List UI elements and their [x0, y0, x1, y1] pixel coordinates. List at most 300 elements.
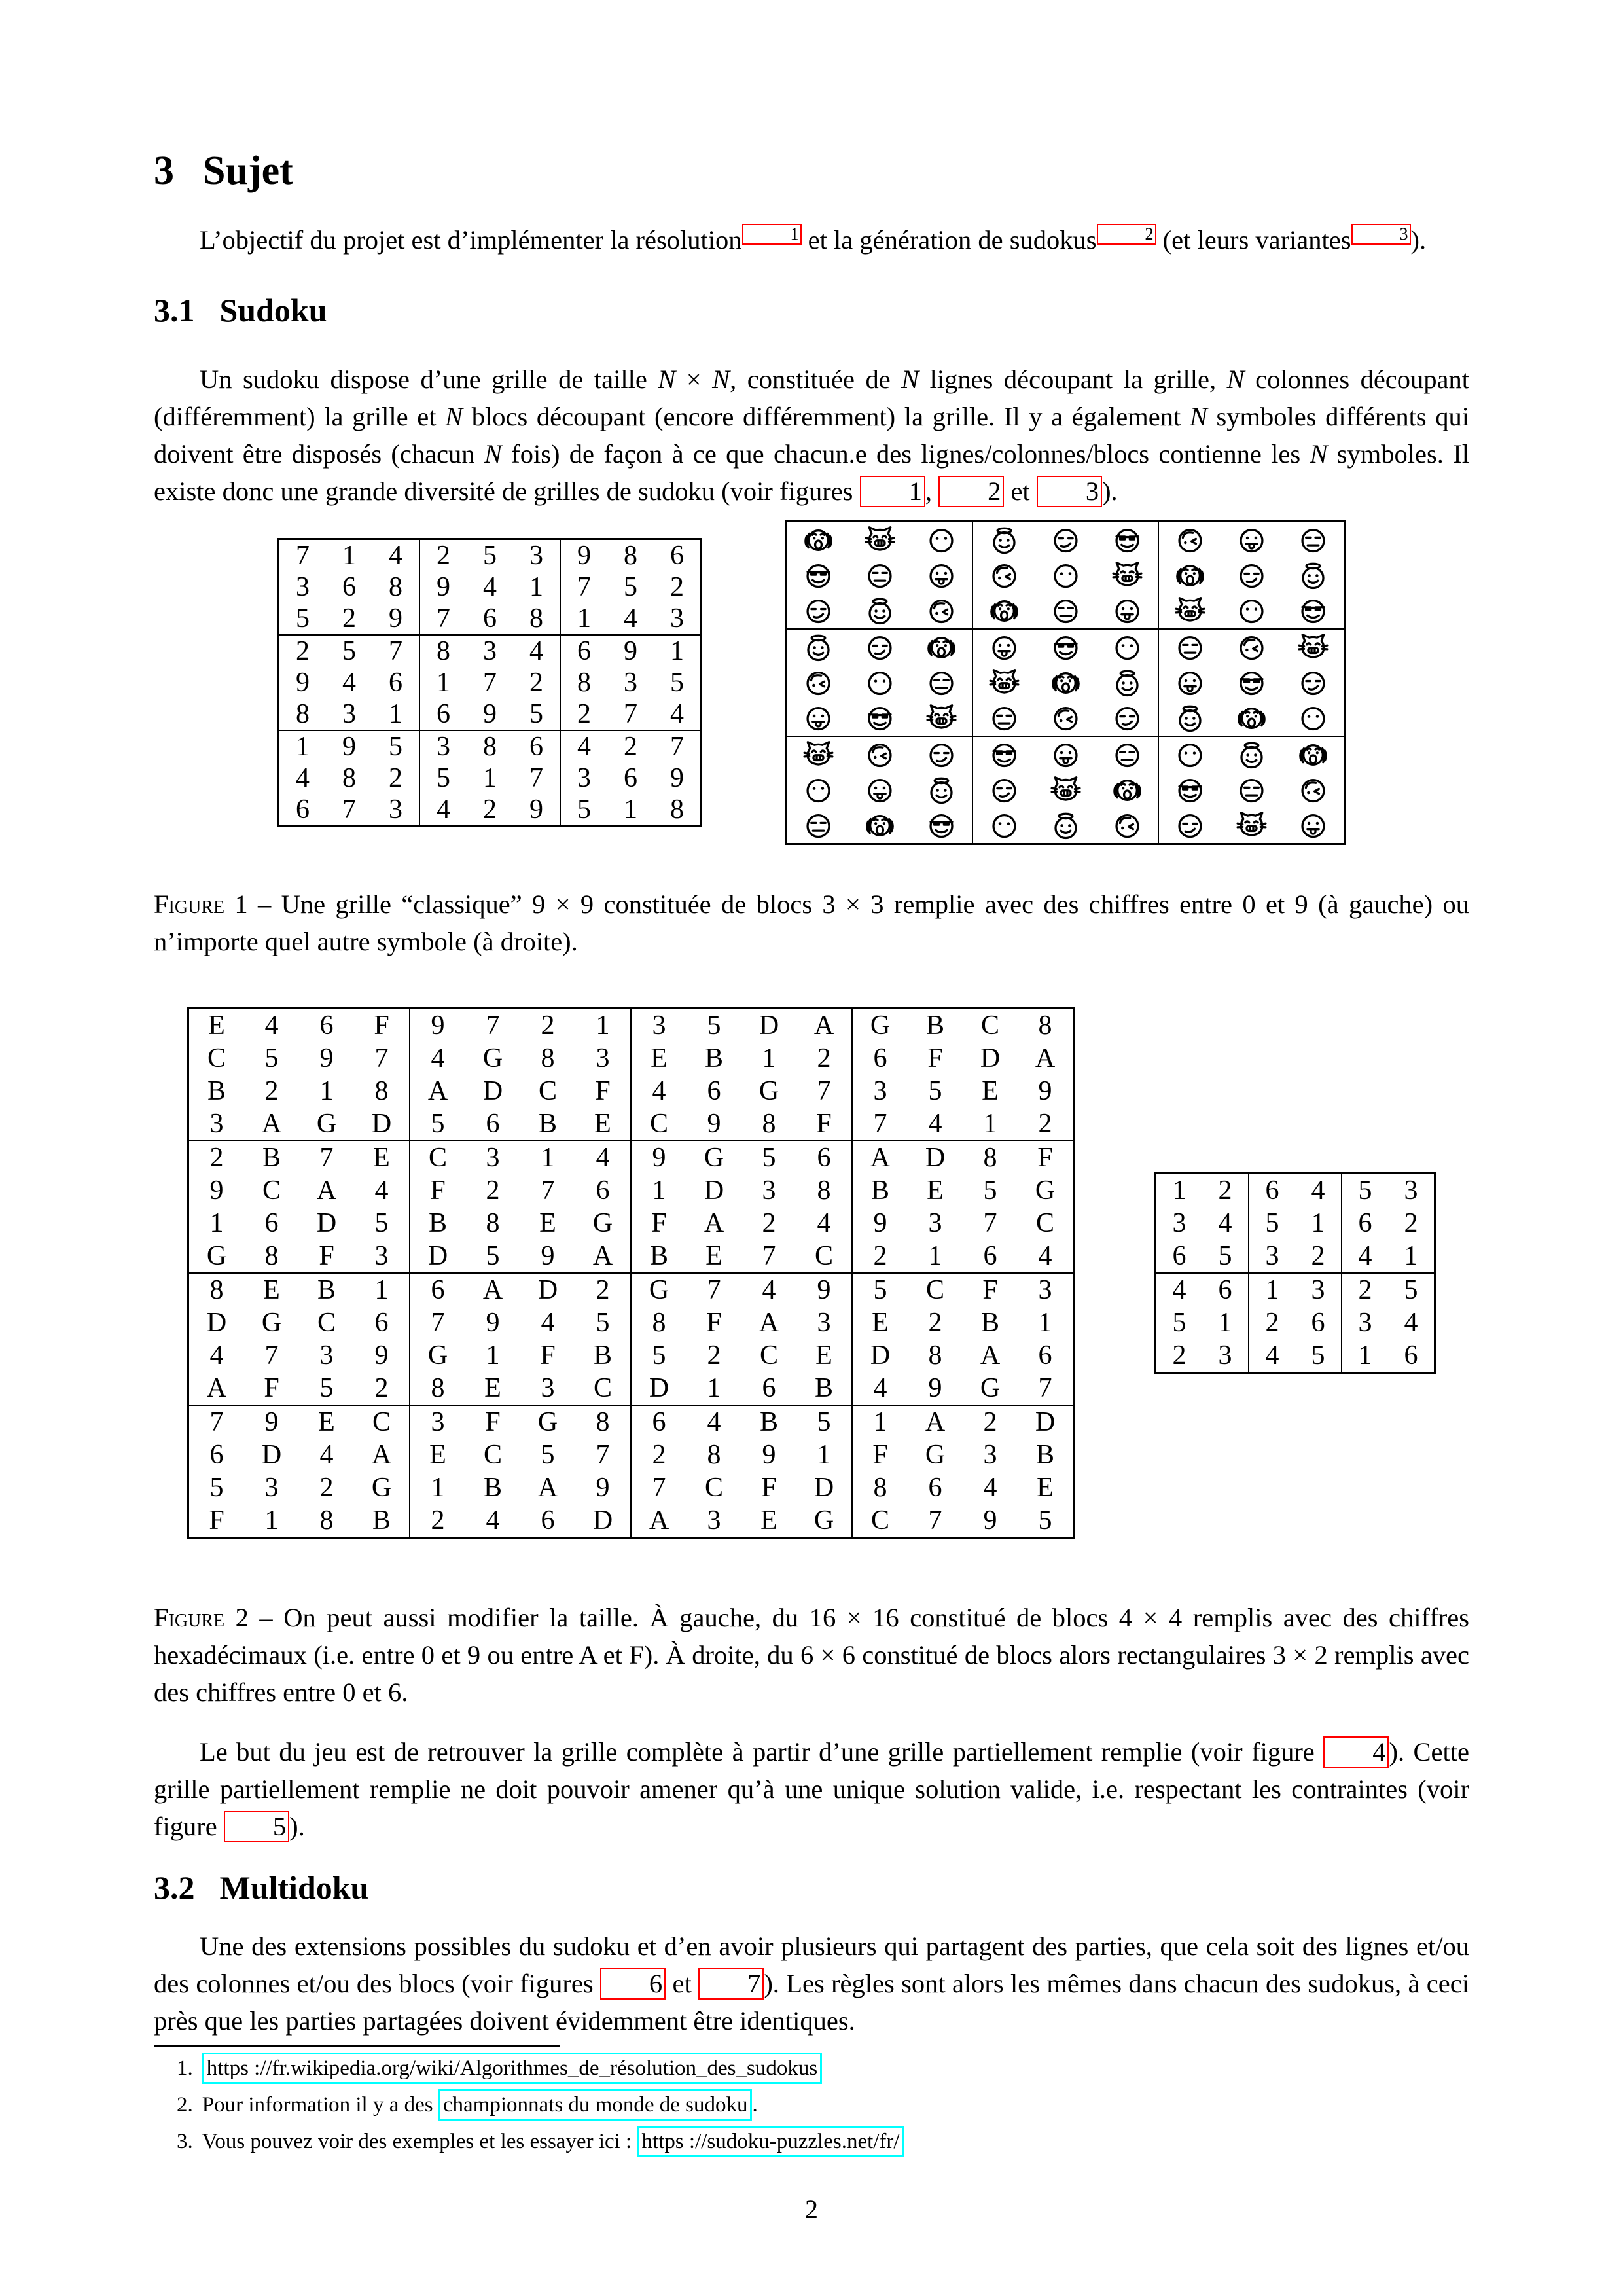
grid-cell: 6: [372, 667, 419, 698]
grid-cell: C: [575, 1372, 631, 1405]
grid-cell: 1: [1202, 1306, 1249, 1339]
grid-cell: [787, 736, 849, 772]
grid-cell: 4: [372, 539, 419, 572]
footnote: [154, 2126, 1469, 2157]
grid-cell: 2: [1172, 1340, 1186, 1371]
expressionless-emoji-icon: [1050, 596, 1081, 626]
cat-emoji-icon: [989, 668, 1020, 698]
figure-ref-link[interactable]: 2: [938, 476, 1004, 507]
grid-cell: [787, 700, 849, 736]
grid-cell: 9: [762, 1440, 776, 1470]
grid-cell: 7: [796, 1075, 852, 1107]
grid-cell: 7: [342, 795, 356, 825]
grid-cell: [1035, 665, 1096, 700]
grid-cell: A: [649, 1505, 669, 1535]
grid-cell: C: [207, 1043, 226, 1073]
grid-cell: E: [760, 1505, 777, 1535]
grid-cell: 9: [575, 1471, 631, 1504]
grid-cell: 8: [707, 1440, 721, 1470]
grid-cell: B: [575, 1339, 631, 1372]
text-run: Vous pouvez voir des exemples et les essayer ici :: [202, 2130, 637, 2153]
grid-cell: [1158, 593, 1221, 629]
grid-cell: 7: [707, 1275, 721, 1305]
grid-cell: E: [1037, 1473, 1054, 1503]
hyperlink[interactable]: https ://sudoku-puzzles.net/fr/: [637, 2126, 904, 2157]
expressionless-emoji-icon: [803, 810, 834, 841]
sunglasses-emoji-icon: [989, 740, 1020, 770]
grid-cell: [910, 522, 972, 558]
grid-cell: C: [925, 1275, 944, 1305]
grid-cell: B: [428, 1208, 447, 1238]
grid-cell: 3: [319, 1340, 334, 1371]
grid-cell: C: [538, 1076, 557, 1106]
smirk-emoji-icon: [1236, 560, 1267, 591]
grid-cell: 7: [741, 1240, 796, 1273]
grid-cell: 9: [577, 541, 591, 571]
grid-cell: 5: [372, 730, 419, 762]
text-run: et la génération de sudokus: [801, 225, 1097, 255]
grid-cell: [787, 558, 849, 593]
grid-cell: 7: [319, 1143, 334, 1173]
grid-cell: 4: [354, 1174, 410, 1207]
grid-cell: 4: [264, 1011, 279, 1041]
grid-cell: 6: [541, 1505, 555, 1535]
grid-cell: 6: [928, 1473, 942, 1503]
grid-cell: 6: [873, 1043, 887, 1073]
figure-ref-link[interactable]: 5: [224, 1811, 289, 1842]
grid-cell: 1: [670, 636, 684, 666]
grid-cell: C: [980, 1011, 999, 1041]
grid-cell: 5: [264, 1043, 279, 1073]
grid-cell: 7: [670, 732, 684, 762]
grid-cell: A: [925, 1407, 946, 1437]
grid-cell: [1035, 558, 1096, 593]
grid-cell: [1035, 700, 1096, 736]
grid-cell: [1096, 700, 1158, 736]
grid-cell: 6: [296, 795, 310, 825]
tongue-out-emoji-icon: [1236, 525, 1267, 556]
grid-cell: 9: [873, 1208, 887, 1238]
grid-cell: [1221, 558, 1282, 593]
grid-cell: 7: [296, 541, 310, 571]
grid-cell: 8: [873, 1473, 887, 1503]
grid-cell: D: [704, 1175, 724, 1206]
grid-cell: [1096, 665, 1158, 700]
grid-cell: [1282, 808, 1345, 844]
grid-cell: [972, 700, 1035, 736]
grid-cell: G: [704, 1143, 724, 1173]
grid-cell: [1221, 808, 1282, 844]
grid-cell: 5: [873, 1275, 887, 1305]
grid-cell: 1: [437, 668, 450, 698]
text-run: Le but du jeu est de retrouver la grille complète à partir d’une grille partiellement remplie (voir figure: [200, 1737, 1324, 1767]
grid-cell: 2: [319, 1473, 334, 1503]
text-run: ×: [675, 365, 713, 394]
grid-cell: 2: [1265, 1308, 1279, 1338]
grid-cell: 7: [209, 1407, 224, 1437]
grid-cell: [1282, 700, 1345, 736]
text-run: Une des extensions possibles du sudoku et d’en avoir plusieurs qui partagent des parties, que cela soit des lignes et/ou des colonnes et/ou des blocs (voir figures: [154, 1931, 1469, 1998]
grid-cell: 4: [908, 1107, 963, 1141]
hyperlink[interactable]: https ://fr.wikipedia.org/wiki/Algorithmes_de_résolution_des_sudokus: [202, 2053, 822, 2084]
grid-cell: 8: [928, 1340, 942, 1371]
grid-cell: [972, 558, 1035, 593]
multidoku-paragraph: [154, 1928, 1469, 2039]
grid-cell: [1158, 772, 1221, 808]
grid-cell: [849, 772, 910, 808]
grid-cell: 3: [437, 732, 450, 762]
smirk-emoji-icon: [803, 596, 834, 626]
grid-cell: 1: [483, 763, 497, 793]
grid-cell: [1158, 629, 1221, 665]
grid-cell: 2: [1404, 1208, 1418, 1238]
grid-cell: 7: [652, 1473, 666, 1503]
grid-cell: 6: [319, 1011, 334, 1041]
text-run: symboles. Il existe donc une grande diversité de grilles de sudoku (voir figures: [154, 439, 1469, 506]
grid-cell: D: [870, 1340, 891, 1371]
grid-cell: D: [316, 1208, 337, 1238]
grid-cell: 1: [762, 1043, 776, 1073]
grid-cell: 1: [873, 1407, 887, 1437]
grid-cell: 9: [437, 572, 450, 602]
grid-cell: [1035, 736, 1096, 772]
grid-cell: F: [796, 1107, 852, 1141]
sunglasses-emoji-icon: [1236, 668, 1267, 698]
grid-cell: 5: [437, 763, 450, 793]
grid-cell: 4: [437, 795, 450, 825]
grid-cell: G: [188, 1240, 245, 1273]
figure-1: [154, 520, 1469, 845]
grid-cell: 5: [577, 795, 591, 825]
halo-emoji-icon: [1236, 740, 1267, 770]
grid-cell: 1: [486, 1340, 500, 1371]
grid-cell: 1: [963, 1107, 1018, 1141]
grid-cell: 2: [1018, 1107, 1074, 1141]
grid-cell: E: [539, 1208, 556, 1238]
grid-cell: [849, 700, 910, 736]
grid-cell: [849, 629, 910, 665]
grid-cell: A: [796, 1009, 852, 1043]
grid-cell: B: [317, 1275, 336, 1305]
grid-cell: 3: [486, 1143, 500, 1173]
figure-ref-link[interactable]: 1: [860, 476, 925, 507]
math-variable: N: [445, 402, 463, 431]
grid-cell: E: [465, 1372, 520, 1405]
grid-cell: [1096, 629, 1158, 665]
grid-cell: 1: [372, 698, 419, 730]
grid-cell: 2: [264, 1076, 279, 1106]
scream-emoji-icon: [865, 810, 895, 841]
grid-cell: 4: [575, 1141, 631, 1174]
grid-cell: F: [927, 1043, 943, 1073]
grid-cell: 7: [928, 1505, 942, 1535]
figure-label: Figure: [154, 889, 225, 919]
sudoku-9x9-emoji-grid: [785, 520, 1346, 845]
grid-cell: A: [354, 1439, 410, 1471]
grid-cell: 8: [983, 1143, 997, 1173]
grid-cell: 5: [279, 603, 327, 635]
grid-cell: B: [870, 1175, 889, 1206]
wink-emoji-icon: [1298, 775, 1329, 806]
grid-cell: 2: [513, 667, 560, 698]
subsection-title: Multidoku: [219, 1869, 369, 1906]
grid-cell: 3: [654, 603, 702, 635]
grid-cell: 3: [1358, 1308, 1372, 1338]
halo-emoji-icon: [1298, 560, 1329, 591]
grid-cell: [1158, 522, 1221, 558]
no-mouth-emoji-icon: [1298, 703, 1329, 734]
grid-cell: 2: [652, 1440, 666, 1470]
grid-cell: E: [263, 1275, 280, 1305]
grid-cell: [849, 665, 910, 700]
grid-cell: 3: [928, 1208, 942, 1238]
grid-cell: 1: [575, 1009, 631, 1043]
footnote-mark-link[interactable]: 1: [742, 224, 802, 245]
smirk-emoji-icon: [1298, 668, 1329, 698]
text-run: ).: [1410, 225, 1427, 255]
grid-cell: 9: [513, 794, 560, 827]
text-run: lignes découpant la grille,: [919, 365, 1227, 394]
grid-cell: 7: [513, 762, 560, 794]
grid-cell: 5: [707, 1011, 721, 1041]
cat-emoji-icon: [803, 740, 834, 770]
grid-cell: F: [761, 1473, 777, 1503]
grid-cell: F: [430, 1175, 446, 1206]
grid-cell: 3: [575, 1042, 631, 1075]
grid-cell: [787, 665, 849, 700]
footnote-number: 1.: [177, 2056, 193, 2080]
grid-cell: [910, 808, 972, 844]
text-run: ,: [925, 476, 939, 506]
grid-cell: 6: [209, 1440, 224, 1470]
grid-cell: [972, 629, 1035, 665]
grid-cell: 4: [1172, 1275, 1186, 1305]
grid-cell: 2: [707, 1340, 721, 1371]
grid-cell: C: [796, 1240, 852, 1273]
grid-cell: 4: [762, 1275, 776, 1305]
grid-cell: 3: [354, 1240, 410, 1273]
grid-cell: F: [706, 1308, 722, 1338]
subsection-number: 3.1: [154, 292, 195, 329]
grid-cell: 6: [1358, 1208, 1372, 1238]
math-variable: N: [901, 365, 919, 394]
grid-cell: 1: [687, 1372, 741, 1405]
grid-cell: 5: [1295, 1339, 1342, 1373]
grid-cell: [972, 593, 1035, 629]
grid-cell: [910, 593, 972, 629]
text-run: ). Cette grille partiellement remplie ne doit pouvoir amener qu’à une unique solution valide, i.e. respectant les contraintes (voir figure: [154, 1737, 1469, 1841]
grid-cell: F: [651, 1208, 667, 1238]
grid-cell: 4: [209, 1340, 224, 1371]
grid-cell: [972, 808, 1035, 844]
grid-cell: D: [575, 1504, 631, 1538]
wink-emoji-icon: [1175, 525, 1205, 556]
expressionless-emoji-icon: [926, 668, 957, 698]
grid-cell: 3: [264, 1473, 279, 1503]
text-run: symboles différents qui doivent être disposés (chacun: [154, 402, 1469, 469]
grid-cell: 1: [513, 571, 560, 603]
grid-cell: 6: [741, 1372, 796, 1405]
grid-cell: A: [1035, 1043, 1056, 1073]
halo-emoji-icon: [1112, 668, 1143, 698]
grid-cell: 5: [796, 1405, 852, 1439]
smirk-emoji-icon: [1175, 810, 1205, 841]
grid-cell: 9: [796, 1273, 852, 1306]
no-mouth-emoji-icon: [1175, 740, 1205, 770]
grid-cell: [849, 808, 910, 844]
grid-cell: 4: [983, 1473, 997, 1503]
subsection-title: Sudoku: [219, 292, 327, 329]
expressionless-emoji-icon: [1175, 632, 1205, 663]
grid-cell: 4: [1342, 1240, 1388, 1273]
grid-cell: G: [427, 1340, 448, 1371]
grid-cell: 7: [607, 698, 654, 730]
grid-cell: 5: [762, 1143, 776, 1173]
grid-cell: D: [354, 1107, 410, 1141]
hyperlink[interactable]: championnats du monde de sudoku: [438, 2089, 753, 2121]
no-mouth-emoji-icon: [926, 525, 957, 556]
grid-cell: [1096, 772, 1158, 808]
grid-cell: C: [870, 1505, 889, 1535]
text-run: et: [666, 1969, 699, 1998]
math-variable: N: [1226, 365, 1245, 394]
grid-cell: 7: [419, 603, 467, 635]
grid-cell: 1: [541, 1143, 555, 1173]
cat-emoji-icon: [1112, 560, 1143, 591]
footnote-mark-link[interactable]: 2: [1097, 224, 1156, 245]
grid-cell: F: [354, 1009, 410, 1043]
grid-cell: G: [482, 1043, 503, 1073]
expressionless-emoji-icon: [1298, 525, 1329, 556]
grid-cell: 2: [296, 636, 310, 666]
subsection-number: 3.2: [154, 1869, 195, 1906]
grid-cell: 6: [796, 1141, 852, 1174]
grid-cell: C: [704, 1473, 723, 1503]
section-number: 3: [154, 149, 174, 193]
grid-cell: 4: [1202, 1207, 1249, 1240]
grid-cell: [1158, 700, 1221, 736]
tongue-out-emoji-icon: [926, 560, 957, 591]
grid-cell: 4: [1018, 1240, 1074, 1273]
grid-cell: 1: [342, 541, 356, 571]
grid-cell: [1096, 736, 1158, 772]
footnote: [154, 2053, 1469, 2084]
halo-emoji-icon: [989, 525, 1020, 556]
tongue-out-emoji-icon: [1175, 668, 1205, 698]
cat-emoji-icon: [1050, 775, 1081, 806]
grid-cell: 2: [486, 1175, 500, 1206]
cat-emoji-icon: [1236, 810, 1267, 841]
no-mouth-emoji-icon: [803, 775, 834, 806]
grid-cell: 5: [483, 541, 497, 571]
grid-cell: 7: [431, 1308, 445, 1338]
grid-cell: 7: [354, 1042, 410, 1075]
grid-cell: 4: [654, 698, 702, 730]
grid-cell: [1221, 593, 1282, 629]
grid-cell: [910, 736, 972, 772]
sunglasses-emoji-icon: [1175, 775, 1205, 806]
scream-emoji-icon: [926, 632, 957, 663]
grid-cell: 4: [541, 1308, 555, 1338]
grid-cell: 4: [707, 1407, 721, 1437]
grid-cell: B: [796, 1372, 852, 1405]
figure-2: [154, 1007, 1469, 1539]
sunglasses-emoji-icon: [803, 560, 834, 591]
no-mouth-emoji-icon: [865, 668, 895, 698]
grid-cell: [787, 629, 849, 665]
grid-cell: 6: [513, 730, 560, 762]
grid-cell: D: [980, 1043, 1001, 1073]
grid-cell: 3: [1249, 1240, 1295, 1273]
grid-cell: [1282, 629, 1345, 665]
intro-paragraph: [154, 221, 1469, 259]
grid-cell: 9: [624, 636, 637, 666]
grid-cell: 9: [431, 1011, 445, 1041]
grid-cell: 3: [652, 1011, 666, 1041]
grid-cell: 2: [983, 1407, 997, 1437]
grid-cell: 9: [319, 1043, 334, 1073]
grid-cell: C: [317, 1308, 336, 1338]
footnote-mark-link[interactable]: 3: [1351, 224, 1411, 245]
grid-cell: 8: [209, 1275, 224, 1305]
grid-cell: E: [796, 1339, 852, 1372]
grid-cell: [849, 736, 910, 772]
grid-cell: F: [575, 1075, 631, 1107]
grid-cell: [1221, 665, 1282, 700]
grid-cell: 6: [467, 603, 513, 635]
figure-ref-link[interactable]: 4: [1323, 1736, 1389, 1768]
tongue-out-emoji-icon: [1050, 740, 1081, 770]
grid-cell: 6: [707, 1076, 721, 1106]
grid-cell: 5: [575, 1306, 631, 1339]
grid-cell: E: [354, 1141, 410, 1174]
grid-cell: 8: [372, 571, 419, 603]
grid-cell: D: [925, 1143, 946, 1173]
grid-cell: 7: [983, 1208, 997, 1238]
figure-ref-link[interactable]: 7: [698, 1968, 764, 2000]
figure-ref-link[interactable]: 6: [600, 1968, 666, 2000]
section-title: Sujet: [203, 149, 293, 193]
grid-cell: 8: [1038, 1011, 1052, 1041]
grid-cell: D: [1035, 1407, 1056, 1437]
grid-cell: 4: [342, 668, 356, 698]
text-run: , constituée de: [730, 365, 902, 394]
grid-cell: [1096, 522, 1158, 558]
grid-cell: 5: [299, 1372, 354, 1405]
text-run: blocs découpant (encore différemment) la grille. Il y a également: [463, 402, 1190, 431]
grid-cell: 1: [1172, 1175, 1186, 1206]
subsection-heading-sudoku: [154, 294, 1469, 327]
text-run: et: [1004, 476, 1037, 506]
grid-cell: 6: [1265, 1175, 1279, 1206]
grid-cell: 5: [1202, 1240, 1249, 1273]
grid-cell: G: [299, 1107, 354, 1141]
grid-cell: 7: [372, 635, 419, 667]
figure-ref-link[interactable]: 3: [1037, 476, 1102, 507]
grid-cell: 2: [483, 795, 497, 825]
grid-cell: 4: [296, 763, 310, 793]
grid-cell: [787, 522, 849, 558]
grid-cell: 5: [652, 1340, 666, 1371]
grid-cell: 3: [873, 1076, 887, 1106]
halo-emoji-icon: [865, 596, 895, 626]
grid-cell: 9: [670, 763, 684, 793]
wink-emoji-icon: [1112, 810, 1143, 841]
page-number: 2: [805, 2195, 818, 2224]
figure-label: Figure: [154, 1603, 225, 1632]
grid-cell: [849, 593, 910, 629]
grid-cell: 7: [577, 572, 591, 602]
